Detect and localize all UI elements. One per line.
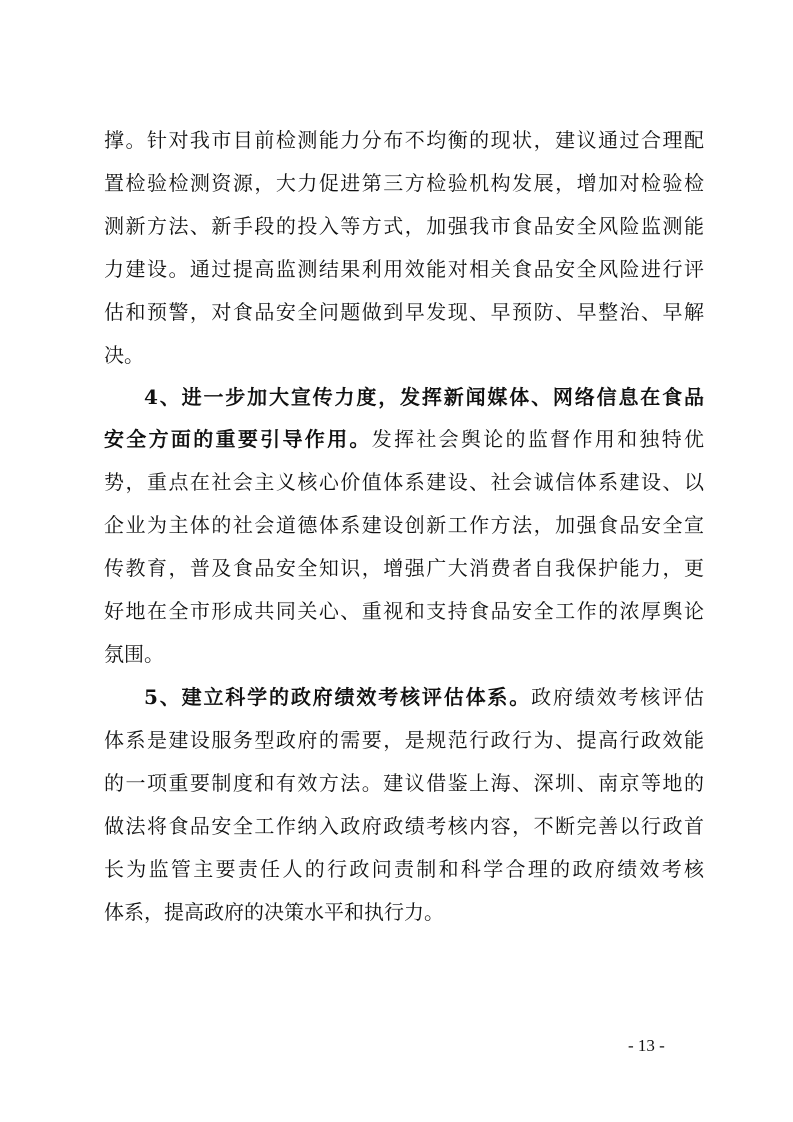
page-number: - 13 - [628, 1036, 665, 1055]
paragraph-1-line-3: 测新方法、新手段的投入等方式，加强我市食品安全风险监测能 [104, 214, 704, 238]
paragraph-3-line-3: 的一项重要制度和有效方法。建议借鉴上海、深圳、南京等地的 [104, 771, 704, 795]
paragraph-3-line-1-rest: 政府绩效考核评估 [531, 685, 704, 709]
paragraph-2-heading-line-1: 4、进一步加大宣传力度，发挥新闻媒体、网络信息在食品 [144, 385, 704, 409]
paragraph-2-line-2 [104, 422, 704, 456]
paragraph-1-line-2: 置检验检测资源，大力促进第三方检验机构发展，增加对检验检 [104, 171, 704, 195]
paragraph-3-line-6: 体系，提高政府的决策水平和执行力。 [104, 900, 444, 924]
paragraph-2-heading-line-2: 安全方面的重要引导作用。 [104, 427, 372, 451]
paragraph-2-line-6: 好地在全市形成共同关心、重视和支持食品安全工作的浓厚舆论 [104, 599, 704, 623]
paragraph-2-line-5: 传教育，普及食品安全知识，增强广大消费者自我保护能力，更 [104, 556, 704, 580]
paragraph-3-line-4: 做法将食品安全工作纳入政府政绩考核内容，不断完善以行政首 [104, 814, 704, 838]
paragraph-3-line-5: 长为监管主要责任人的行政问责制和科学合理的政府绩效考核 [104, 857, 704, 881]
paragraph-2-line-2-rest: 发挥社会舆论的监督作用和独特优 [371, 427, 705, 451]
paragraph-3-heading: 5、建立科学的政府绩效考核评估体系。 [144, 685, 532, 709]
paragraph-3-line-1 [144, 680, 704, 714]
paragraph-1-line-1: 撑。针对我市目前检测能力分布不均衡的现状，建议通过合理配 [104, 128, 704, 152]
paragraph-2-line-4: 企业为主体的社会道德体系建设创新工作方法，加强食品安全宣 [104, 513, 704, 537]
paragraph-1-line-4: 力建设。通过提高监测结果利用效能对相关食品安全风险进行评 [104, 257, 704, 281]
paragraph-1-line-6: 决。 [104, 343, 144, 367]
paragraph-1-line-5: 估和预警，对食品安全问题做到早发现、早预防、早整治、早解 [104, 300, 704, 324]
paragraph-2-line-7: 氛围。 [104, 642, 164, 666]
paragraph-3-line-2: 体系是建设服务型政府的需要，是规范行政行为、提高行政效能 [104, 728, 704, 752]
paragraph-2-line-3: 势，重点在社会主义核心价值体系建设、社会诚信体系建设、以 [104, 470, 704, 494]
